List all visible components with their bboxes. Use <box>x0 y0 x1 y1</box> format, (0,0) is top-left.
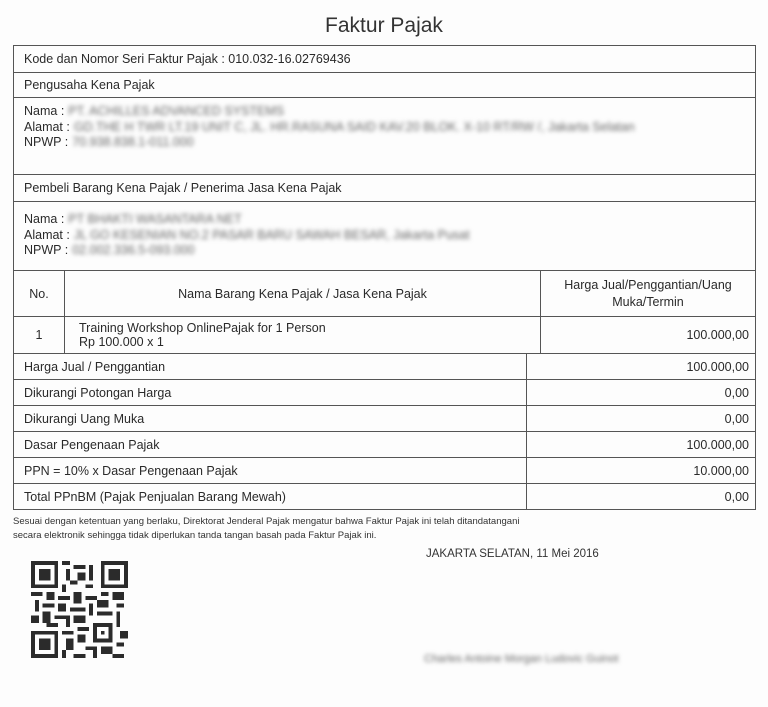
seller-name-label: Nama : <box>24 104 65 118</box>
summary-value: 0,00 <box>724 489 749 504</box>
table-row <box>14 317 755 354</box>
serial-number-row <box>14 46 755 73</box>
buyer-npwp: 02.002.336.5-093.000 <box>72 243 195 257</box>
seller-heading <box>14 73 755 98</box>
legal-note-line-1: Sesuai dengan ketentuan yang berlaku, Direktorat Jenderal Pajak mengatur bahwa Faktur Pajak ini telah ditandatangani <box>13 516 520 527</box>
buyer-name: PT BHAKTI WASANTARA NET <box>68 212 242 226</box>
seller-npwp-label: NPWP : <box>24 135 69 149</box>
invoice-frame <box>13 45 756 510</box>
seller-details <box>14 98 755 175</box>
summary-row <box>14 354 755 380</box>
seller-heading-text: Pengusaha Kena Pajak <box>24 78 155 92</box>
summary-row <box>14 484 755 510</box>
buyer-heading-text: Pembeli Barang Kena Pajak / Penerima Jasa Kena Pajak <box>24 181 342 195</box>
seller-address-label: Alamat : <box>24 119 70 134</box>
summary-table <box>14 354 755 509</box>
legal-note-line-2: secara elektronik sehingga tidak diperlukan tanda tangan basah pada Faktur Pajak ini. <box>13 530 377 541</box>
summary-label: Total PPnBM (Pajak Penjualan Barang Mewah) <box>14 484 527 510</box>
qr-code-icon <box>31 561 128 658</box>
summary-value: 0,00 <box>527 380 756 406</box>
buyer-details <box>14 202 755 271</box>
buyer-heading <box>14 175 755 202</box>
header-no: No. <box>14 271 65 317</box>
legal-note <box>13 515 519 543</box>
summary-label: PPN = 10% x Dasar Pengenaan Pajak <box>14 458 527 484</box>
buyer-npwp-label: NPWP : <box>24 243 69 257</box>
serial-number-label: Kode dan Nomor Seri Faktur Pajak : <box>24 52 229 66</box>
summary-row <box>14 406 755 432</box>
summary-value: 100.000,00 <box>527 432 756 458</box>
summary-value: 0,00 <box>527 406 756 432</box>
summary-label: Dasar Pengenaan Pajak <box>14 432 527 458</box>
signer-name: Charles Antoine Morgan Ludovic Guinot <box>424 653 619 665</box>
summary-row <box>14 380 755 406</box>
item-no: 1 <box>14 317 65 354</box>
summary-value: 10.000,00 <box>527 458 756 484</box>
summary-label: Harga Jual / Penggantian <box>14 354 527 380</box>
summary-label: Dikurangi Potongan Harga <box>14 380 527 406</box>
item-name-cell <box>65 317 541 354</box>
buyer-address: JL GO KESENIAN NO.2 PASAR BARU SAWAH BESAR, Jakarta Pusat <box>73 227 470 242</box>
item-name: Training Workshop OnlinePajak for 1 Person <box>79 321 326 335</box>
item-detail: Rp 100.000 x 1 <box>79 335 164 349</box>
summary-value: 100.000,00 <box>527 354 756 380</box>
seller-name: PT. ACHILLES ADVANCED SYSTEMS <box>68 104 285 118</box>
summary-row <box>14 432 755 458</box>
seller-npwp: 70.938.838.1-011.000 <box>72 135 194 149</box>
serial-number-value: 010.032-16.02769436 <box>228 52 351 66</box>
items-section <box>14 271 755 509</box>
header-price-text: Harga Jual/Penggantian/Uang Muka/Termin <box>564 277 732 309</box>
header-price <box>541 271 756 317</box>
seller-address: GD.THE H TWR LT.19 UNIT C, JL. HR.RASUNA SAID KAV.20 BLOK. X-10 RT/RW /, Jakarta Selatan <box>73 119 635 134</box>
table-header-row <box>14 271 755 317</box>
buyer-name-label: Nama : <box>24 212 65 226</box>
place-and-date: JAKARTA SELATAN, 11 Mei 2016 <box>426 548 599 560</box>
item-price: 100.000,00 <box>541 317 756 354</box>
summary-label: Dikurangi Uang Muka <box>14 406 527 432</box>
document-title: Faktur Pajak <box>325 14 443 37</box>
summary-row <box>14 458 755 484</box>
header-item-name: Nama Barang Kena Pajak / Jasa Kena Pajak <box>65 271 541 317</box>
items-table <box>14 271 755 354</box>
buyer-address-label: Alamat : <box>24 227 70 242</box>
